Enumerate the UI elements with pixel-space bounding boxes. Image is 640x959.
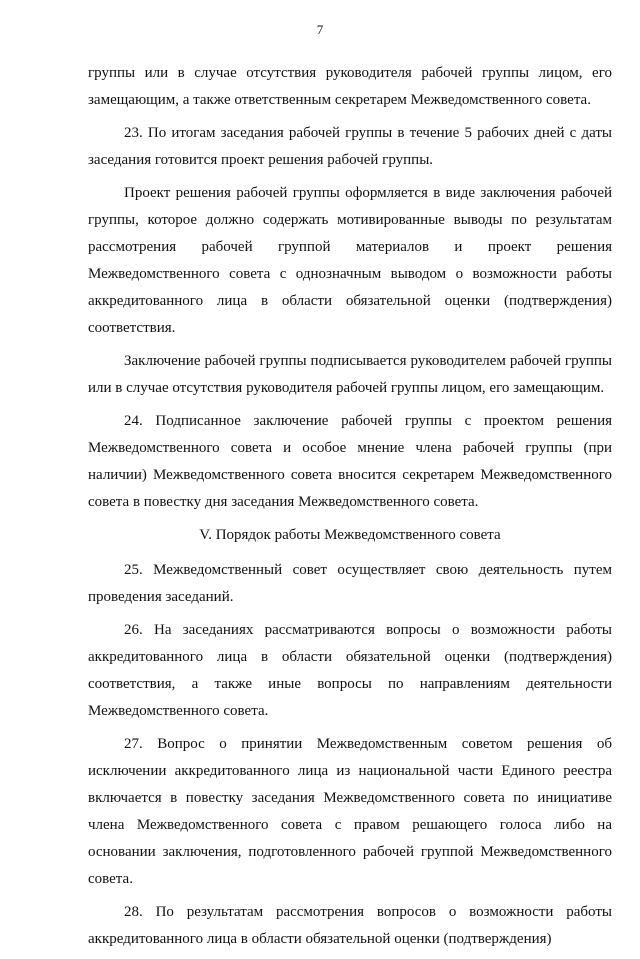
paragraph-28: 28. По результатам рассмотрения вопросов о возможности работы аккредитованного лица в области обязательной оценки (подтверждения) — [88, 904, 612, 947]
document-body — [88, 60, 612, 959]
section-heading: V. Порядок работы Межведомственного совета — [199, 527, 501, 543]
paragraph-23: 23. По итогам заседания рабочей группы в течение 5 рабочих дней с даты заседания готовится проект решения рабочей группы. — [88, 125, 612, 168]
paragraph-draft-decision: Проект решения рабочей группы оформляется в виде заключения рабочей группы, которое должно содержать мотивированные выводы по результатам рассмотрения рабочей группой материалов и проект решения Межведомственного совета с однозначным выводом о возможности работы аккредитованного лица в области обязательной оценки (подтверждения) соответствия. — [88, 185, 612, 336]
paragraph-27: 27. Вопрос о принятии Межведомственным советом решения об исключении аккредитованного лица из национальной части Единого реестра включается в повестку заседания Межведомственного совета по инициативе члена Межведомственного совета с правом решающего голоса либо на основании заключения, подготовленного рабочей группой Межведомственного совета. — [88, 736, 612, 887]
paragraph-25: 25. Межведомственный совет осуществляет свою деятельность путем проведения заседаний. — [88, 562, 612, 605]
page-number: 7 — [316, 22, 324, 37]
paragraph-24: 24. Подписанное заключение рабочей группы с проектом решения Межведомственного совета и особое мнение члена рабочей группы (при наличии) Межведомственного совета вносится секретарем Межведомственного совета в повестку дня заседания Межведомственного совета. — [88, 413, 612, 510]
paragraph-continuation: группы или в случае отсутствия руководителя рабочей группы лицом, его замещающим, а также ответственным секретарем Межведомственного совета. — [88, 65, 612, 108]
paragraph-26: 26. На заседаниях рассматриваются вопросы о возможности работы аккредитованного лица в области обязательной оценки (подтверждения) соответствия, а также иные вопросы по направлениям деятельности Межведомственного совета. — [88, 622, 612, 719]
paragraph-conclusion-signing: Заключение рабочей группы подписывается руководителем рабочей группы или в случае отсутствия руководителя рабочей группы лицом, его замещающим. — [88, 353, 612, 396]
